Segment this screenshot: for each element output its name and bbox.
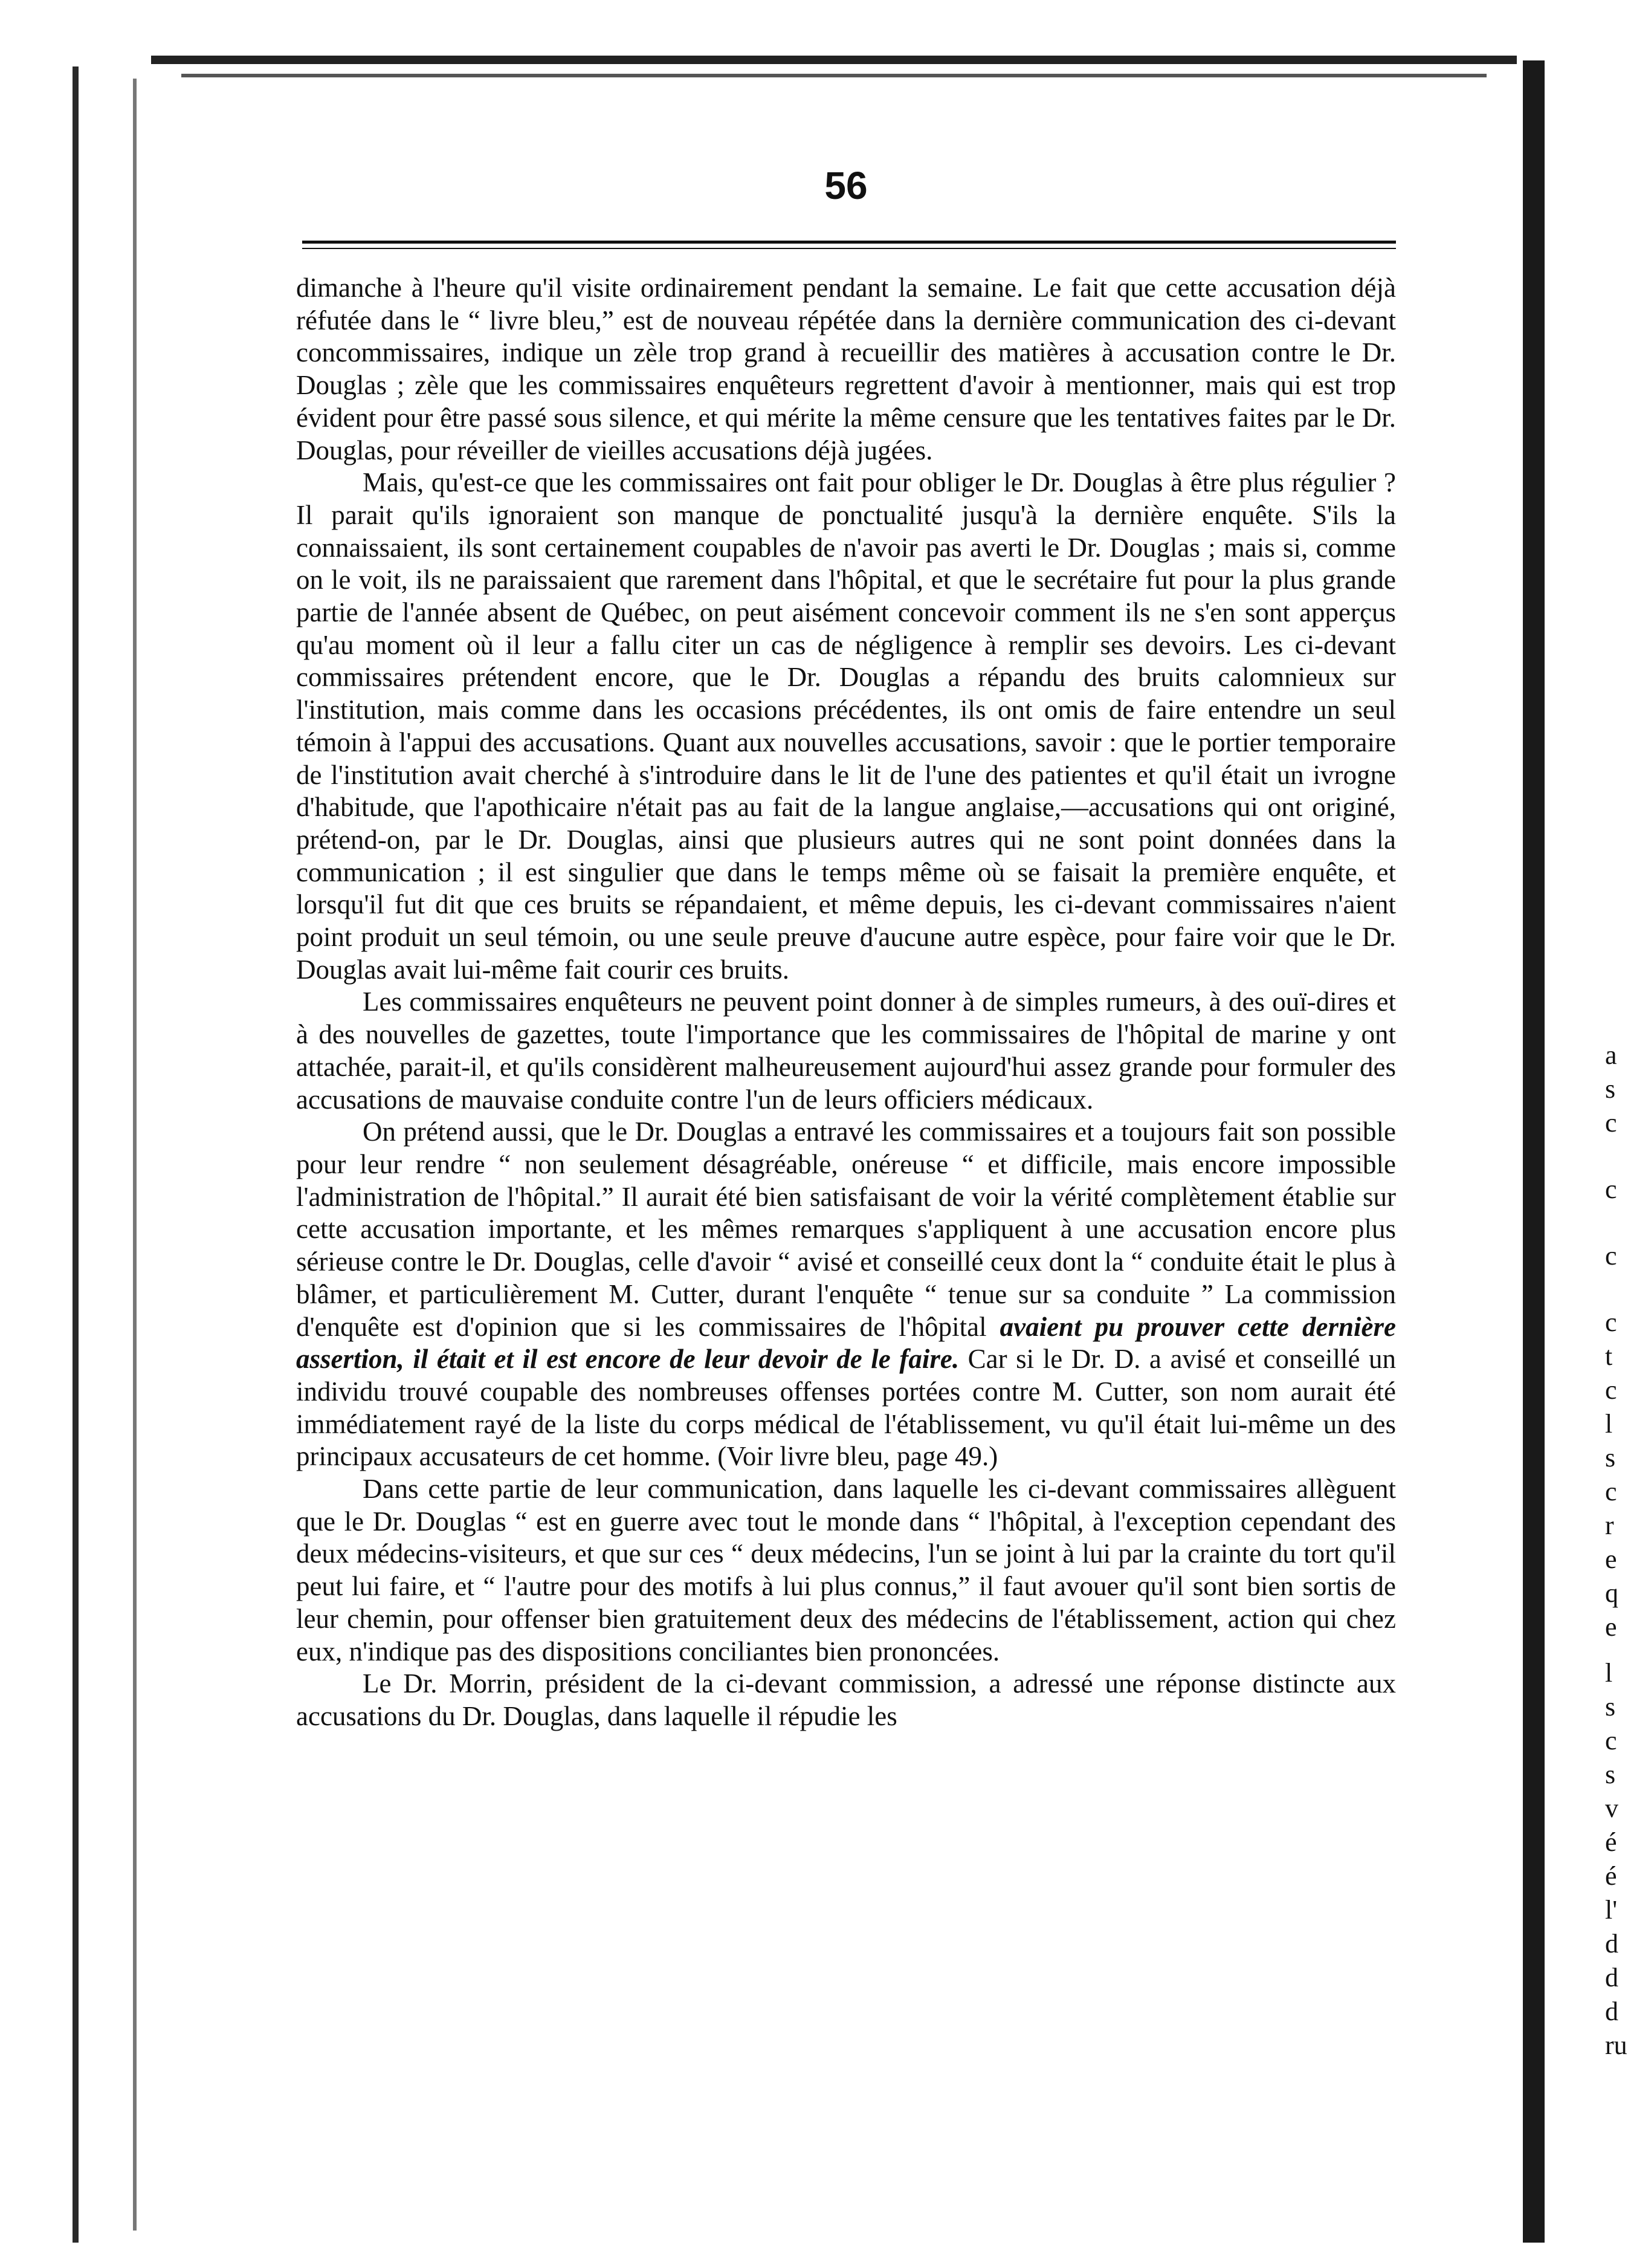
fragment-letter: l'	[1605, 1895, 1618, 1925]
paragraph-4-emphasis: avaient pu prouver cette dernière assertion, il était et il est encore de leur devoir de le faire.	[296, 1311, 1396, 1375]
fragment-letter: d	[1605, 1997, 1618, 2026]
paragraph-4	[296, 1116, 1396, 1473]
fragment-letter: c	[1605, 1174, 1617, 1204]
fragment-letter: t	[1605, 1341, 1613, 1371]
header-rule-thin	[302, 248, 1396, 249]
fragment-letter: q	[1605, 1578, 1618, 1608]
paragraph-1: dimanche à l'heure qu'il visite ordinairement pendant la semaine. Le fait que cette accusation déjà réfutée dans le “ livre bleu,” est de nouveau répétée dans la dernière communication des ci-devant concommissaires, indique un zèle trop grand à recueillir des matières à accusation contre le Dr. Douglas ; zèle que les commissaires enquêteurs regrettent d'avoir à mentionner, mais qui est trop évident pour être passé sous silence, et qui mérite la même censure que les tentatives faites par le Dr. Douglas, pour réveiller de vieilles accusations déjà jugées.	[296, 273, 1396, 465]
paragraph-4-part-2: Car si le Dr. D. a avisé et conseillé un individu trouvé coupable des nombreuses offenses portées contre M. Cutter, son nom aurait été immédiatement rayé de la liste du corps médical de l'établissement, vu qu'il était lui-même un des principaux accusateurs de cet homme. (Voir livre bleu, page 49.)	[296, 1344, 1397, 1472]
fragment-letter: c	[1605, 1375, 1617, 1405]
fragment-letter: c	[1605, 1477, 1617, 1506]
fragment-letter: d	[1605, 1929, 1618, 1959]
fragment-letter: s	[1605, 1443, 1616, 1473]
fragment-letter: é	[1605, 1827, 1617, 1857]
paragraph-5: Dans cette partie de leur communication, dans laquelle les ci-devant commissaires allèguent que le Dr. Douglas “ est en guerre avec tout le monde dans “ l'hôpital, à l'exception cependant des deux médecins-visiteurs, et que sur ces “ deux médecins, l'un se joint à lui par la crainte du tort qu'il peut lui faire, et “ l'autre pour des motifs à lui plus connus,” il faut avouer qu'il sont bien sortis de leur chemin, pour offenser bien gratuitement deux des médecins de l'établissement, action qui chez eux, n'indique pas des dispositions conciliantes bien prononcées.	[296, 1474, 1396, 1667]
fragment-letter: e	[1605, 1612, 1617, 1642]
adjacent-page-fragment	[1581, 0, 1628, 2268]
fragment-letter: e	[1605, 1544, 1617, 1574]
fragment-letter: l	[1605, 1658, 1613, 1688]
fragment-letter: s	[1605, 1760, 1616, 1789]
fragment-letter: a	[1605, 1040, 1617, 1070]
fragment-letter: c	[1605, 1241, 1617, 1271]
page-number: 56	[824, 164, 868, 207]
fragment-letter: s	[1605, 1074, 1616, 1104]
fragment-letter: r	[1605, 1511, 1614, 1540]
header-rule-thick	[302, 241, 1396, 244]
fragment-letter: l	[1605, 1409, 1613, 1439]
fragment-letter: ru	[1605, 2030, 1627, 2060]
fragment-letter: é	[1605, 1861, 1617, 1891]
paragraph-6: Le Dr. Morrin, président de la ci-devant commission, a adressé une réponse distincte aux accusations du Dr. Douglas, dans laquelle il répudie les	[296, 1668, 1396, 1731]
paragraph-3: Les commissaires enquêteurs ne peuvent point donner à de simples rumeurs, à des ouï-dires et à des nouvelles de gazettes, toute l'importance que les commissaires de l'hôpital de marine y ont attachée, parait-il, et qu'ils considèrent malheureusement aujourd'hui assez grande pour formuler des accusations de mauvaise conduite contre l'un de leurs officiers médicaux.	[296, 987, 1396, 1115]
fragment-letter: c	[1605, 1108, 1617, 1138]
scan-edge-right	[1523, 60, 1545, 2243]
paragraph-4-part-1: On prétend aussi, que le Dr. Douglas a entravé les commissaires et a toujours fait son possible pour leur rendre “ non seulement désagréable, onéreuse “ et difficile, mais encore impossible l'administration de l'hôpital.” Il aurait été bien satisfaisant de voir la vérité complètement établie sur cette accusation importante, et les mêmes remarques s'appliquent à une accusation encore plus sérieuse contre le Dr. Douglas, celle d'avoir “ avisé et conseillé ceux dont la “ conduite était le plus à blâmer, et particulièrement M. Cutter, durant l'enquête “ tenue sur sa conduite ” La commission d'enquête est d'opinion que si les commissaires de l'hôpital	[296, 1116, 1396, 1342]
fragment-letter: s	[1605, 1692, 1616, 1722]
fragment-letter: c	[1605, 1307, 1617, 1337]
fragment-letter: d	[1605, 1963, 1618, 1992]
paragraph-2: Mais, qu'est-ce que les commissaires ont fait pour obliger le Dr. Douglas à être plus régulier ? Il parait qu'ils ignoraient son manque de ponctualité jusqu'à la dernière enquête. S'ils la connaissaient, ils sont certainement coupables de n'avoir pas averti le Dr. Douglas ; mais si, comme on le voit, ils ne paraissaient que rarement dans l'hôpital, et que le secrétaire fut pour la plus grande partie de l'année absent de Québec, on peut aisément concevoir comment ils ne s'en sont apperçus qu'au moment où il leur a fallu citer un cas de négligence à remplir ses devoirs. Les ci-devant commissaires prétendent encore, que le Dr. Douglas a répandu des bruits calomnieux sur l'institution, mais comme dans les occasions précédentes, ils ont omis de faire entendre un seul témoin à l'appui des accusations. Quant aux nouvelles accusations, savoir : que le portier temporaire de l'institution avait cherché à s'introduire dans le lit de l'une des patientes et qu'il était un ivrogne d'habitude, que l'apothicaire n'était pas au fait de la langue anglaise,—accusations qui ont originé, prétend-on, par le Dr. Douglas, ainsi que plusieurs autres qui ne sont point données dans la communication ; il est singulier que dans le temps même où se faisait la première enquête, et lorsqu'il fut dit que ces bruits se répandaient, et même depuis, les ci-devant commissaires n'aient point produit un seul témoin, ou une seule preuve d'aucune autre espèce, pour faire voir que le Dr. Douglas avait lui-même fait courir ces bruits.	[296, 467, 1396, 985]
fragment-letter: c	[1605, 1726, 1617, 1755]
scan-edge-top-inner	[181, 74, 1487, 77]
page-fold-shadow	[133, 79, 137, 2231]
fragment-letter: v	[1605, 1793, 1618, 1823]
body-text	[296, 272, 1396, 1733]
scan-edge-left	[73, 66, 79, 2243]
scan-edge-top	[151, 56, 1517, 64]
